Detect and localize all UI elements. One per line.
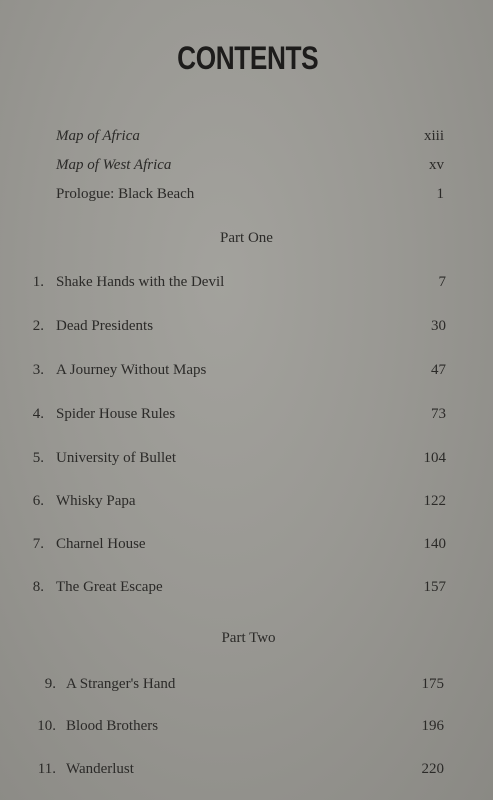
chapter-title: A Journey Without Maps bbox=[56, 362, 207, 378]
chapter-title: A Stranger's Hand bbox=[66, 676, 176, 692]
chapter-page: 220 bbox=[421, 761, 444, 777]
chapter-title: Spider House Rules bbox=[56, 406, 176, 422]
chapter-page: 104 bbox=[423, 450, 446, 466]
chapter-number: 11. bbox=[37, 761, 56, 777]
chapter-number: 9. bbox=[44, 676, 56, 692]
chapter-page: 140 bbox=[423, 536, 446, 552]
chapter-title: University of Bullet bbox=[56, 450, 176, 466]
toc-entry bbox=[0, 489, 493, 513]
toc-entry bbox=[0, 446, 493, 470]
chapter-number: 8. bbox=[32, 579, 44, 595]
chapter-title: The Great Escape bbox=[56, 579, 163, 595]
toc-entry bbox=[0, 314, 493, 338]
entry-label: Map of Africa bbox=[56, 128, 140, 144]
chapter-page: 73 bbox=[431, 406, 446, 422]
toc-entry bbox=[0, 182, 493, 206]
chapter-number: 6. bbox=[32, 493, 44, 509]
chapter-number: 3. bbox=[32, 362, 44, 378]
toc-entry bbox=[0, 532, 493, 556]
entry-page: xv bbox=[429, 157, 444, 173]
chapter-title: Dead Presidents bbox=[56, 318, 154, 334]
entry-page: xiii bbox=[423, 128, 444, 144]
chapter-number: 7. bbox=[32, 536, 44, 552]
chapter-title: Charnel House bbox=[56, 536, 146, 552]
entry-page: 1 bbox=[436, 186, 444, 202]
chapter-number: 1. bbox=[32, 274, 44, 290]
chapter-page: 175 bbox=[421, 676, 444, 692]
entry-label: Prologue: Black Beach bbox=[56, 186, 195, 202]
entry-label: Map of West Africa bbox=[56, 157, 172, 173]
chapter-page: 196 bbox=[421, 718, 444, 734]
chapter-page: 7 bbox=[438, 274, 446, 290]
chapter-page: 157 bbox=[423, 579, 446, 595]
toc-entry bbox=[0, 153, 493, 177]
chapter-page: 122 bbox=[423, 493, 446, 509]
chapter-number: 10. bbox=[37, 718, 56, 734]
chapter-page: 30 bbox=[431, 318, 446, 334]
chapter-title: Wanderlust bbox=[66, 761, 134, 777]
part-heading: Part Two bbox=[221, 630, 276, 646]
chapter-number: 4. bbox=[32, 406, 44, 422]
toc-entry bbox=[0, 358, 493, 382]
toc-entry bbox=[0, 402, 493, 426]
toc-entry bbox=[0, 757, 493, 781]
toc-entry bbox=[0, 575, 493, 599]
chapter-title: Shake Hands with the Devil bbox=[56, 274, 225, 290]
toc-entry bbox=[0, 672, 493, 696]
chapter-title: Whisky Papa bbox=[56, 493, 136, 509]
page-title: CONTENTS bbox=[177, 40, 319, 76]
chapter-title: Blood Brothers bbox=[66, 718, 159, 734]
toc-entry bbox=[0, 124, 493, 148]
part-heading: Part One bbox=[220, 230, 273, 246]
chapter-page: 47 bbox=[431, 362, 446, 378]
toc-entry bbox=[0, 714, 493, 738]
chapter-number: 5. bbox=[32, 450, 44, 466]
chapter-number: 2. bbox=[32, 318, 44, 334]
toc-entry bbox=[0, 270, 493, 294]
